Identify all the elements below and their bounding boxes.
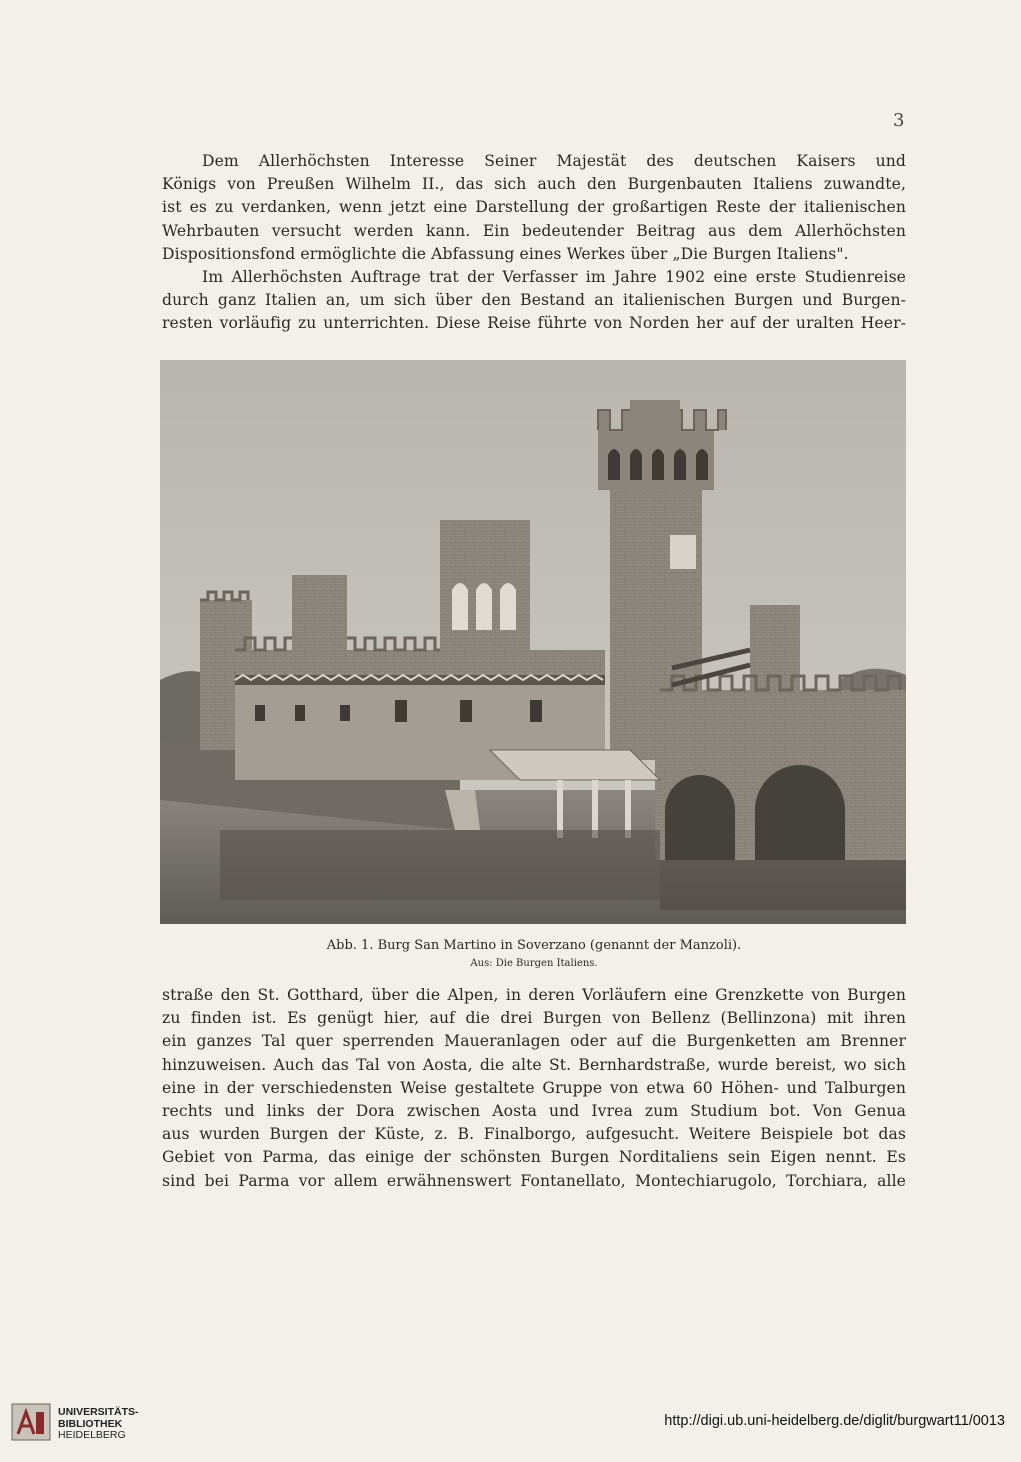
text-line: hinzuweisen. Auch das Tal von Aosta, die alte St. Bernhardstraße, wurde bereist, wo sich	[162, 1055, 906, 1074]
library-name	[58, 1407, 139, 1442]
figure-caption: Abb. 1. Burg San Martino in Soverzano (genannt der Manzoli).	[326, 938, 742, 953]
castle-photograph	[160, 360, 906, 924]
page-number: 3	[893, 110, 905, 131]
text-line: ist es zu verdanken, wenn jetzt eine Darstellung der großartigen Reste der italienischen	[162, 198, 906, 217]
library-line-3: HEIDELBERG	[58, 1429, 126, 1441]
library-line-1: UNIVERSITÄTS-	[58, 1406, 139, 1418]
text-line: straße den St. Gotthard, über die Alpen, in deren Vorläufern eine Grenzkette von Burgen	[162, 986, 906, 1004]
text-line: Königs von Preußen Wilhelm II., das sich auch den Burgenbauten Italiens zuwandte,	[162, 175, 906, 194]
text-line: zu finden ist. Es genügt hier, auf die drei Burgen von Bellenz (Bellinzona) mit ihren	[162, 1009, 906, 1028]
body-paragraph	[162, 984, 906, 1193]
intro-paragraphs	[162, 150, 906, 336]
text-line: sind bei Parma vor allem erwähnenswert Fontanellato, Montechiarugolo, Torchiara, alle	[162, 1171, 906, 1190]
text-line: resten vorläufig zu unterrichten. Diese Reise führte von Norden her auf der uralten Heer-	[162, 314, 906, 333]
text-line: Dem Allerhöchsten Interesse Seiner Majestät des deutschen Kaisers und	[202, 152, 906, 170]
text-line: eine in der verschiedensten Weise gestaltete Gruppe von etwa 60 Höhen- und Talburgen	[162, 1078, 906, 1097]
text-line: aus wurden Burgen der Küste, z. B. Finalborgo, aufgesucht. Weitere Beispiele bot das	[162, 1125, 906, 1144]
text-line: Im Allerhöchsten Auftrage trat der Verfasser im Jahre 1902 eine erste Studienreise	[202, 268, 906, 287]
figure-source: Aus: Die Burgen Italiens.	[470, 958, 598, 969]
castle-illustration	[160, 360, 906, 924]
library-line-2: BIBLIOTHEK	[58, 1417, 123, 1430]
source-url[interactable]: http://digi.ub.uni-heidelberg.de/diglit/burgwart11/0013	[664, 1413, 1005, 1429]
text-line: rechts und links der Dora zwischen Aosta und Ivrea zum Studium bot. Von Genua	[162, 1102, 906, 1121]
text-line: Gebiet von Parma, das einige der schönsten Burgen Norditaliens sein Eigen nennt. Es	[162, 1148, 906, 1167]
text-line: Wehrbauten versucht werden kann. Ein bedeutender Beitrag aus dem Allerhöchsten	[162, 221, 906, 240]
text-line: durch ganz Italien an, um sich über den Bestand an italienischen Burgen und Burgen-	[162, 291, 906, 310]
text-line: ein ganzes Tal quer sperrenden Maueranlagen oder auf die Burgenketten am Brenner	[162, 1032, 906, 1051]
text-line: Dispositionsfond ermöglichte die Abfassung eines Werkes über „Die Burgen Italiens".	[162, 244, 849, 263]
